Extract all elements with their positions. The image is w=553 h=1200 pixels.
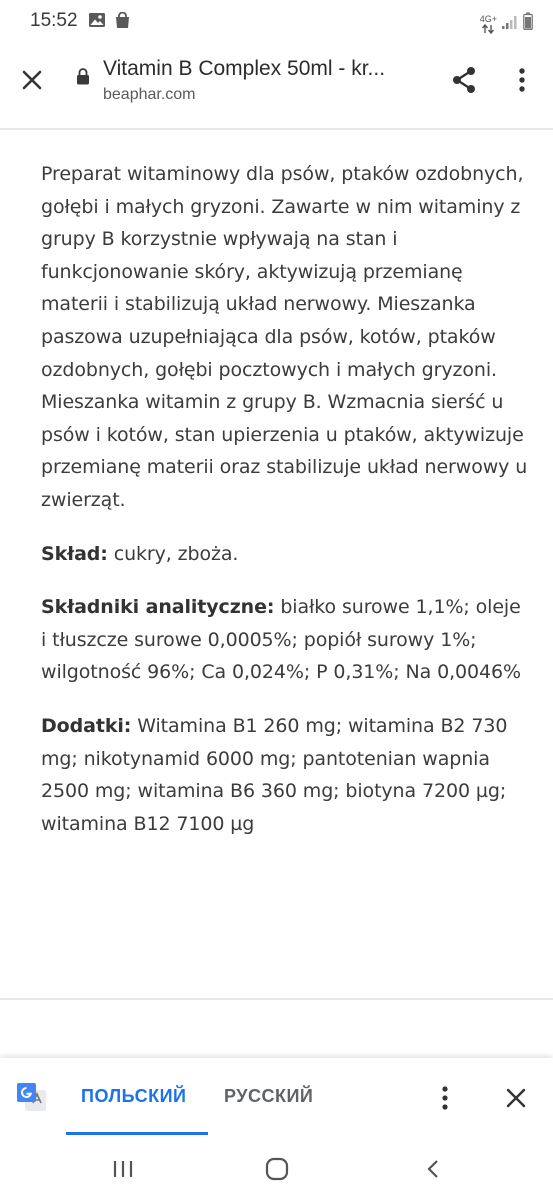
battery-icon: [523, 12, 533, 34]
browser-header: [0, 44, 553, 120]
share-icon: [451, 66, 477, 94]
divider: [0, 998, 553, 1000]
image-icon: [88, 12, 106, 32]
page-title[interactable]: Vitamin B Complex 50ml - kr...: [103, 57, 386, 80]
status-right-group: [480, 12, 533, 34]
share-button[interactable]: [446, 62, 482, 98]
translate-close-button[interactable]: [498, 1080, 534, 1116]
back-button[interactable]: [418, 1154, 448, 1184]
home-button[interactable]: [262, 1154, 292, 1184]
lock-icon: [76, 67, 90, 89]
system-nav-bar: [0, 1138, 553, 1200]
close-tab-button[interactable]: [14, 62, 50, 98]
additives-label: Dodatki:: [41, 714, 132, 737]
home-icon: [264, 1156, 290, 1182]
close-icon: [22, 70, 42, 90]
back-icon: [423, 1158, 443, 1180]
composition-label: Skład:: [41, 542, 108, 565]
page-domain[interactable]: beaphar.com: [103, 86, 196, 103]
network-type: 4G+: [479, 14, 497, 24]
tab-source-language[interactable]: ПОЛЬСКИЙ: [81, 1086, 187, 1106]
more-vert-icon: [442, 1086, 448, 1110]
translate-options-button[interactable]: [430, 1080, 460, 1116]
status-bar: [0, 0, 553, 44]
analytical-paragraph: [41, 591, 531, 689]
recent-apps-icon: [111, 1158, 135, 1180]
additives-paragraph: [41, 710, 531, 840]
tab-target-language[interactable]: РУССКИЙ: [224, 1086, 314, 1106]
google-translate-icon: [16, 1082, 48, 1114]
signal-icon: [501, 14, 519, 34]
analytical-label: Składniki analityczne:: [41, 596, 275, 619]
active-tab-indicator: [66, 1132, 208, 1135]
additives-text: Witamina B1 260 mg; witamina B2 730 mg; nikotynamid 6000 mg; pantotenian wapnia 2500 mg; witamina B6 360 mg; biotyna 7200 µg; witamina B12 7100 µg: [41, 714, 508, 835]
overflow-menu-button[interactable]: [504, 62, 540, 98]
more-vert-icon: [519, 68, 525, 92]
translate-bar: [0, 1058, 553, 1138]
data-arrows-icon: [480, 15, 497, 34]
divider: [0, 128, 553, 130]
status-time: 15:52: [30, 10, 78, 31]
shopping-bag-icon: [114, 12, 131, 33]
description-paragraph: Preparat witaminowy dla psów, ptaków ozdobnych, gołębi i małych gryzoni. Zawarte w nim witaminy z grupy B korzystnie wpływają na stan i funkcjonowanie skóry, aktywizują przemianę materii i stabilizują układ nerwowy. Mieszanka paszowa uzupełniająca dla psów, kotów, ptaków ozdobnych, gołębi pocztowych i małych gryzoni. Mieszanka witamin z grupy B. Wzmacnia sierść u psów i kotów, stan upierzenia u ptaków, aktywizuje przemianę materii oraz stabilizuje układ nerwowy u zwierząt.: [41, 163, 528, 511]
analytical-text: białko surowe 1,1%; oleje i tłuszcze surowe 0,0005%; popiół surowy 1%; wilgotność 96%; Ca 0,024%; P 0,31%; Na 0,0046%: [41, 596, 521, 684]
composition-text: cukry, zboża.: [107, 542, 239, 565]
recent-apps-button[interactable]: [108, 1154, 138, 1184]
composition-paragraph: [41, 538, 531, 571]
close-icon: [506, 1088, 526, 1108]
product-description: [41, 158, 531, 840]
